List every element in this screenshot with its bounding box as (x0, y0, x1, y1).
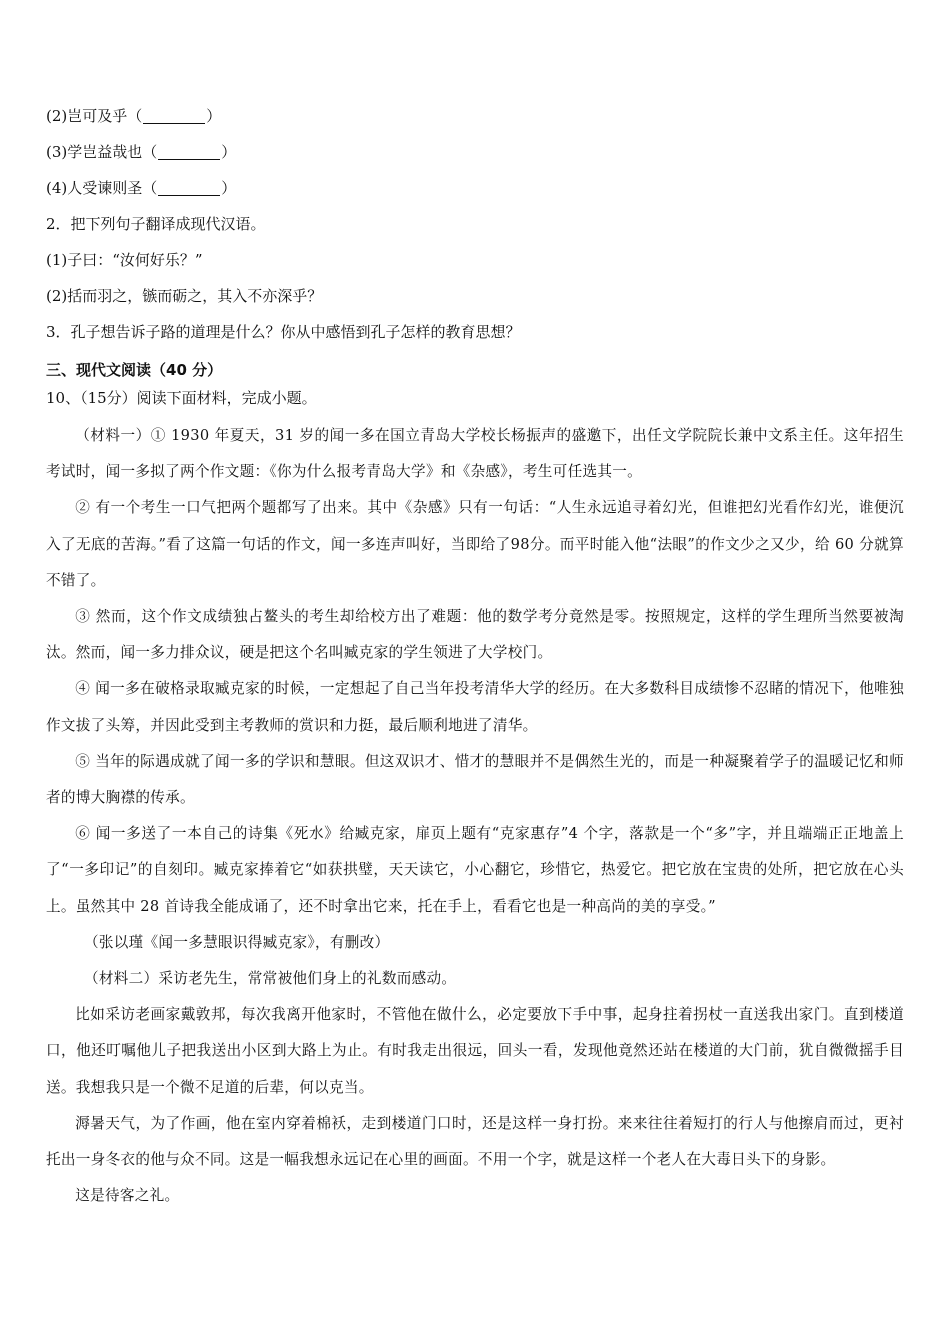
answer-blank[interactable] (143, 108, 205, 124)
answer-blank[interactable] (158, 180, 220, 196)
paragraph-material-1-3: ③ 然而，这个作文成绩独占鳌头的考生却给校方出了难题：他的数学考分竟然是零。按照规定，这样的学生理所当然要被淘汰。然而，闻一多力排众议，硬是把这个名叫臧克家的学生领进了大学校门。 (46, 608, 904, 662)
question-3: 3．孔子想告诉子路的道理是什么？你从中感悟到孔子怎样的教育思想？ (46, 323, 521, 341)
question-10: 10、（15分）阅读下面材料，完成小题。 (46, 389, 317, 407)
paragraph-material-2-3: 这是待客之礼。 (75, 1187, 180, 1205)
paragraph-material-1-5: ⑤ 当年的际遇成就了闻一多的学识和慧眼。但这双识才、惜才的慧眼并不是偶然生光的，而是一种凝聚着学子的温暖记忆和师者的博大胸襟的传承。 (46, 752, 904, 807)
answer-blank[interactable] (158, 144, 220, 160)
paragraph-material-1-6: ⑥ 闻一多送了一本自己的诗集《死水》给臧克家，扉页上题有“克家惠存”4 个字，落款是一个“多”字，并且端端正正地盖上了“一多印记”的自刻印。臧克家捧着它“如获拱璧，天天读它，小心翻它，珍惜它，热爱它。把它放在宝贵的处所，把它放在心头上。虽然其中 28 首诗我全能成诵了，还不时拿出它来，托在手上，看看它也是一种高尚的美的享受。” (46, 825, 904, 915)
question-item: (2)岂可及乎（ ） (46, 107, 222, 125)
question-2-1: (1)子曰：“汝何好乐？” (46, 251, 203, 269)
paragraph-material-1-4: ④ 闻一多在破格录取臧克家的时候，一定想起了自己当年投考清华大学的经历。在大多数科目成绩惨不忍睹的情况下，他唯独作文拔了头筹，并因此受到主考教师的赏识和力挺，最后顺利地进了清华。 (46, 680, 904, 734)
source-citation: （张以瑾《闻一多慧眼识得臧克家》，有删改） (83, 933, 390, 951)
paragraph-material-2-2: 溽暑天气，为了作画，他在室内穿着棉袄，走到楼道门口时，还是这样一身打扮。来来往往着短打的行人与他擦肩而过，更衬托出一身冬衣的他与众不同。这是一幅我想永远记在心里的画面。不用一个字，就是这样一个老人在大毒日头下的身影。 (46, 1114, 904, 1169)
paragraph-material-2-intro: （材料二）采访老先生，常常被他们身上的礼数而感动。 (83, 970, 457, 988)
question-2-2: (2)括而羽之，镞而砺之，其入不亦深乎？ (46, 287, 323, 305)
question-item: (4)人受谏则圣（ ） (46, 179, 237, 197)
question-item: (3)学岂益哉也（ ） (46, 143, 237, 161)
paragraph-material-1-1: （材料一）① 1930 年夏天，31 岁的闻一多在国立青岛大学校长杨振声的盛邀下，出任文学院院长兼中文系主任。这年招生考试时，闻一多拟了两个作文题：《你为什么报考青岛大学》和《杂感》，考生可任选其一。 (46, 427, 904, 481)
section-heading: 三、现代文阅读（40 分） (46, 361, 223, 379)
paragraph-material-1-2: ② 有一个考生一口气把两个题都写了出来。其中《杂感》只有一句话：“人生永远追寻着幻光，但谁把幻光看作幻光，谁便沉入了无底的苦海。”看了这篇一句话的作文，闻一多连声叫好，当即给了98分。而平时能入他“法眼”的作文少之又少，给 60 分就算不错了。 (46, 499, 904, 589)
paragraph-material-2-1: 比如采访老画家戴敦邦，每次我离开他家时，不管他在做什么，必定要放下手中事，起身拄着拐杖一直送我出家门。直到楼道口，他还叮嘱他儿子把我送出小区到大路上为止。有时我走出很远，回头一看，发现他竟然还站在楼道的大门前，犹自微微摇手目送。我想我只是一个微不足道的后辈，何以克当。 (46, 1006, 904, 1096)
question-2: 2．把下列句子翻译成现代汉语。 (46, 215, 266, 233)
